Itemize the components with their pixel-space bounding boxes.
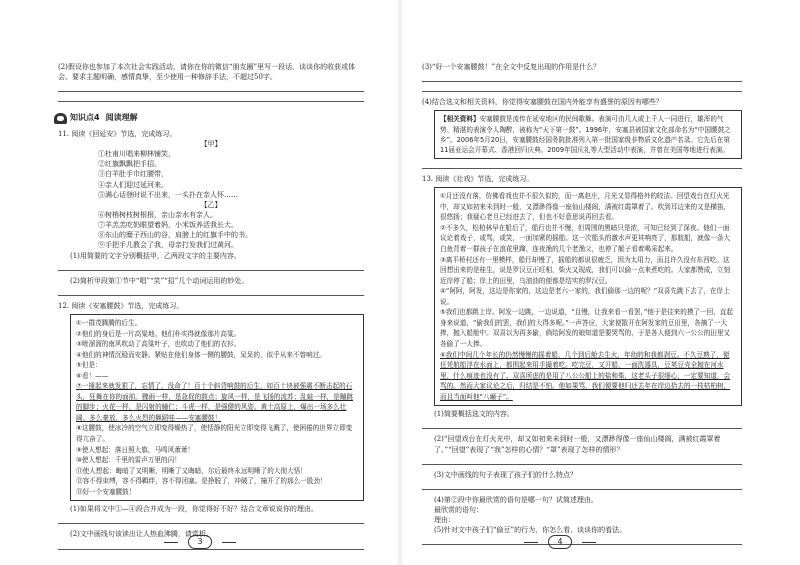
poem-jia [58,149,364,200]
question-2: (2)假设你也参加了本次社会实践活动，请你在你的微信“朋友圈”里写一段话，谈谈你的收获或体会。要求主题明确，感情真挚，至少使用一种修辞手法，不超过50字。 [58,63,356,82]
passage-paragraph: ⑨使人想起：落日照大旗，马鸣风萧萧！ [76,445,195,454]
knowledge-point-icon [54,113,67,124]
passage-paragraph: ⑬好一个安塞腰鼓！ [76,487,136,496]
question-11-2: (2)简析甲段第①节中“唱”“笑”“招”几个动词运用的妙处。 [70,276,249,285]
answer-line [58,91,364,92]
answer-line [58,295,364,296]
passage-paragraph: ④他们的神情沉稳而安静。紧贴在他们身体一侧的腰鼓，呆呆的，似乎从来不曾响过。 [76,350,326,359]
passage-paragraph: ③离平桥村还有一里模样，船行却慢了，摇船的都说很疲乏，因为太用力，而且许久没有东西吃。这回想出来的是桂生，说是罗汉豆正旺相，柴火又现成，我们可以偷一点来煮吃的。大家都赞成，立刻近岸停了船；岸上的田里，乌油油的便都是结实的罗汉豆。 [440,255,731,285]
poem-line: ⑧东山的糜子西山的谷，肩膀上的红旗手中的书。 [98,231,252,240]
passage-village-opera [434,187,742,406]
question-13-3: (3)文中画线的句子表现了孩子们的什么特点？ [434,470,577,479]
poem-yi [58,210,364,251]
question-13-title: 13. 阅读《社戏》节选，完成练习。 [422,175,534,184]
passage-paragraph: ①一群茂腾腾的后生。 [76,318,142,327]
related-material-text: 安塞腰鼓是流传在延安地区的民间歌舞。表演可由几人或上千人一同进行，雄浑的气势、精湛的表演令人陶醉，被称为“天下第一鼓”。1996年，安塞县被国家文化部命名为“中国腰鼓之乡”。2006年5月20日，安塞腰鼓经国务院批准列入第一批国家级非物质文化遗产名录。它先后在第11届亚运会开幕式、香港回归庆典、2009年国庆礼等大型活动中表演，并曾在美国等地进行表演。 [440,115,731,154]
question-12-title: 12. 阅读《安塞腰鼓》节选，完成练习。 [58,301,184,310]
right-page [400,0,800,565]
question-11-1: (1)用简要的文字分别概括甲，乙两段文字的主要内容。 [70,251,241,260]
page-number: 4 [530,535,590,549]
passage-paragraph: ⑧这腰鼓，使冰冷的空气立即变得燥热了，使恬静的阳光立即变得飞溅了，使困倦的世界立即变得亢奋了。 [76,424,353,443]
question-11-title: 11. 阅读《回延安》节选，完成练习。 [58,129,177,138]
section-jia-label: 【甲】 [200,140,222,149]
answer-line [58,101,364,102]
answer-line [422,168,742,169]
answer-line [58,270,364,271]
reason-label: 理由： [434,516,455,525]
poem-line: ⑦羊羔羔吃奶眼望着妈，小米饭养活我长大。 [98,221,238,230]
answer-line [422,464,742,465]
passage-paragraph: ⑫容不得束缚，容不得羁绊，容不得闭塞。是挣脱了，冲破了，撞开了的那么一股劲！ [76,477,327,486]
related-material-box [434,110,742,159]
knowledge-point-title: 阅读理解 [105,113,138,123]
passage-paragraph: ⑪使人想起：晦暗了又明晰，明晰了又晦暗，尔后最终永远明晰了的大彻大悟！ [76,466,307,475]
passage-paragraph-underlined: ⑦一捶起来就发狠了，忘情了，没命了！百十个斜背响鼓的后生，如百十块被强震不断击起的石头，狂舞在你的面前。骤雨一样，是急促的鼓点；旋风一样，是飞扬的流苏；乱蛙一样，是蹦跳的脚步；火花一样，是闪射的瞳仁；斗虎一样，是强健的风姿。黄土高原上，爆出一场多么壮阔、多么豪放、多么火烈的舞蹈哇——安塞腰鼓！ [76,382,353,422]
poem-line: ②红旗飘飘把手招。 [98,160,161,169]
passage-paragraph: ⑤我们也都跳上岸。阿发一边跳，一边说道，“且慢，让我来看一看罢，”他于是往来的摸了一回，直起身来说道，“偷我们的罢，我们的大得多呢。”一声答应，大家便散开在阿发家的豆田里，各摘了一大捧，抛入船舱中。双喜以为再多偷，倘给阿发的娘知道是要哭骂的，于是各人便到六一公公的田里又各偷了一大捧。 [440,308,733,348]
passage-paragraph: ②他们的身后是一片高粱地。他们朴实得就像那片高粱。 [76,329,241,338]
answer-line [422,91,742,92]
question-12-2: (2)文中画线句该读出让人热血沸腾，请赏析。 [70,530,213,539]
answer-line [422,489,742,490]
question-12-4: (4)结合选文和相关资料，你觉得安塞腰鼓在国内外能享有盛誉的原因有哪些？ [422,98,663,107]
passage-paragraph: ③咝溜溜的南风吹动了高粱叶子，也吹动了他们的衣衫。 [76,340,241,349]
question-13-1: (1)简要概括选文的内容。 [434,410,514,419]
question-13-4: (4)第②段中你最欣赏的语句是哪一句？试简述理由。 [434,495,598,504]
answer-line [422,81,742,82]
passage-paragraph: ④“阿阿，阿发，这边是你家的，这边是老六一家的，我们偷那一边的呢？”双喜先跳下去了，在岸上说。 [440,287,730,306]
page-number: 3 [170,535,230,549]
question-13-2: (2)“回望戏台在灯火光中，却又如初来未到时一般，又漂渺得像一座仙山楼阁，满被红霞罩着了。”“回望”表现了“我”怎样的心情？“罩”表现了怎样的情形？ [434,435,721,454]
passage-paragraph: ①月还没有落，仿佛看戏也并不很久似的，而一离赵庄，月光又显得格外的皎洁。回望戏台在灯火光中，却又如初来未到时一般，又漂渺得像一座仙山楼阁，满被红霞罩着了。吹到耳边来的又是横笛，很悠扬；我疑心老旦已经进去了，但也不好意思说再回去看。 [440,192,731,222]
passage-paragraph: ⑥看！—— [76,371,109,380]
question-12-1: (1)如果将文中①—④段合并成为一段，你觉得好不好？结合文章说说你的理由。 [70,505,318,514]
passage-ansai-drum [70,314,364,501]
passage-paragraph-underlined: ⑥我们中间几个年长的仍然慢慢的摇着船，几个到后舱去生火，年幼的和我都剥豆。不久豆熟了，便任凭航船浮在水面上，都围起来用手撮着吃。吃完豆，又开船，一面洗器具，豆荚豆壳全抛在河水里，什么痕迹也没有了。双喜所虑的是用了八公公船上的盐和柴，这老头子很细心，一定要知道，会骂的。然而大家议论之后，归结是不怕。他如果骂，我们便要他归还去年在岸边拾去的一枝枯桕树，而且当面叫他“八癞子”。 [440,350,731,401]
passage-paragraph: ⑤但是： [76,361,102,370]
section-yi-label: 【乙】 [200,200,222,209]
related-material-label: 【相关资料】 [440,115,480,124]
poem-line: ⑨手把手儿教会了我，母亲打发我们过黄河。 [98,241,238,250]
answer-line [422,428,742,429]
poem-line: ⑥树梢树枝树根根，亲山亲水有亲人。 [98,211,217,219]
knowledge-point-label: 知识点4 [70,113,100,123]
poem-line: ③白羊肚手巾红腰带， [98,170,168,179]
passage-paragraph: ⑩使人想起：千里的雷声万里的闪！ [76,456,181,465]
passage-paragraph: ②不多久，松柏林早在船后了，船行也并不慢，但周围的黑暗只是浓，可知已经到了深夜。他们一面议论着戏子，或骂，或笑，一面加紧的摇船。这一次船头的激水声更其响亮了，那航船，就像一条大白鱼背着一群孩子在浪花里蹿，连夜渔的几个老渔父，也停了艇子看着喝采起来。 [440,223,731,254]
poem-line: ⑤满心话登时说不出来，一头扑在亲人怀…… [98,190,238,199]
poem-line: ①杜甫川唱来柳林铺笑， [98,150,175,159]
answer-line [58,523,364,524]
poem-line: ④亲人们迎过延河来。 [98,180,168,189]
knowledge-point-header [54,112,364,124]
favorite-sentence-label: 最欣赏的语句： [434,505,483,514]
question-12-3: (3)“好一个安塞腰鼓！”在全文中反复出现的作用是什么？ [422,63,601,71]
question-13-5: (5)针对文中孩子们“偷豆”的行为，你怎么看，谈谈你的看法。 [434,526,627,535]
